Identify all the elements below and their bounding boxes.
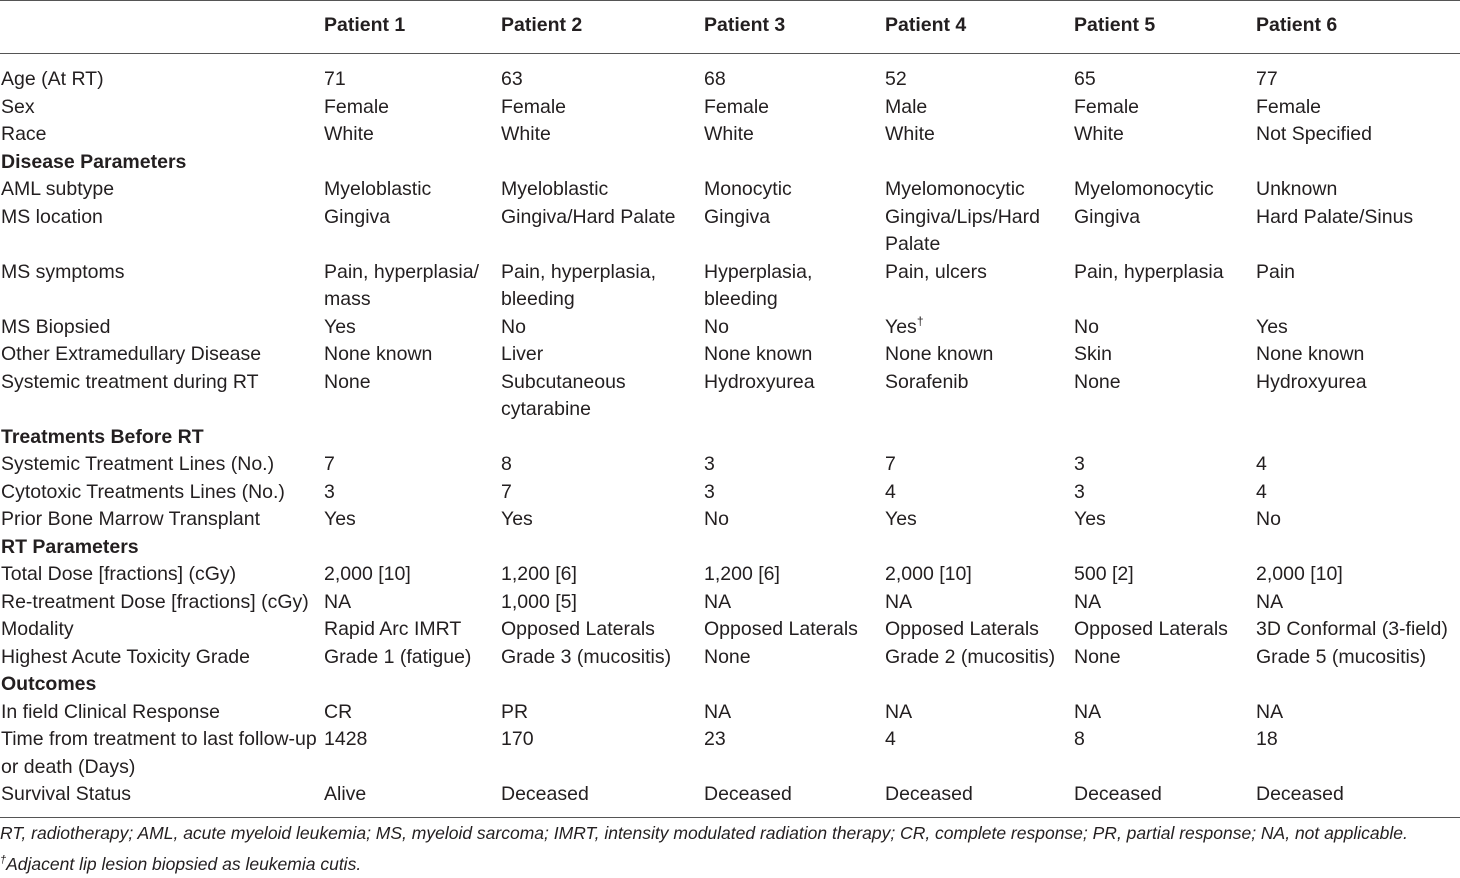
cell-value: 3: [704, 480, 715, 503]
table-cell-patient-2: [500, 699, 703, 727]
table-cell-patient-5: [1073, 121, 1255, 149]
row-label: Highest Acute Toxicity Grade: [1, 645, 250, 668]
cell-value: Alive: [324, 783, 367, 805]
row-label: Sex: [1, 95, 35, 118]
table-cell-patient-5: [1073, 94, 1255, 122]
header-cell-patient-6: Patient 6: [1255, 1, 1460, 54]
cell-value: Opposed Laterals: [1074, 618, 1228, 640]
cell-value: Deceased: [704, 783, 792, 805]
row-label: In field Clinical Response: [1, 700, 220, 723]
table-cell-patient-4: [884, 176, 1073, 204]
cell-value: None: [704, 645, 751, 668]
table-cell-patient-5: [1073, 644, 1255, 672]
table-cell-patient-3: [703, 699, 884, 727]
table-cell-patient-6: [1255, 644, 1460, 672]
cell-value: None known: [885, 343, 994, 365]
table-cell-patient-4: [884, 314, 1073, 342]
table-cell-patient-6: [1255, 341, 1460, 369]
table-cell-patient-3: [703, 479, 884, 507]
table-row: [0, 204, 1460, 259]
table-cell-patient-4: [884, 644, 1073, 672]
table-cell-patient-5: [1073, 699, 1255, 727]
header-row: [0, 1, 1460, 54]
dagger-marker: †: [916, 313, 924, 328]
cell-value: Myeloblastic: [324, 178, 432, 200]
cell-value: Rapid Arc IMRT: [324, 618, 462, 640]
row-label: Cytotoxic Treatments Lines (No.): [1, 480, 285, 503]
table-cell-patient-6: [1255, 54, 1460, 94]
cell-value: NA: [704, 700, 732, 723]
cell-value: Deceased: [1074, 783, 1162, 805]
table-row: [0, 726, 1460, 781]
table-row: [0, 54, 1460, 94]
cell-value: CR: [324, 700, 353, 723]
row-label: Age (At RT): [1, 68, 104, 90]
cell-value: White: [501, 123, 551, 145]
table-cell-patient-5: [1073, 506, 1255, 534]
cell-value: 2,000 [10]: [1256, 563, 1343, 585]
cell-value: Female: [704, 95, 770, 118]
row-label: AML subtype: [1, 178, 115, 200]
cell-value: 65: [1074, 68, 1096, 90]
table-cell-patient-1: [323, 369, 500, 424]
cell-value: Yes: [501, 508, 533, 530]
table-cell-patient-1: [323, 259, 500, 314]
cell-value: Hyperplasia, bleeding: [704, 260, 813, 310]
table-cell-patient-1: [323, 121, 500, 149]
table-cell-patient-2: [500, 94, 703, 122]
section-title: Outcomes: [1, 673, 97, 695]
cell-value: Hard Palate/Sinus: [1256, 205, 1414, 228]
table-cell-patient-5: [1073, 781, 1255, 817]
cell-value: Opposed Laterals: [501, 618, 655, 640]
cell-value: 4: [1256, 480, 1267, 503]
table-cell-patient-2: [500, 781, 703, 817]
cell-value: No: [704, 315, 729, 338]
table-cell-patient-4: [884, 781, 1073, 817]
table-cell-patient-2: [500, 616, 703, 644]
table-cell-patient-1: [323, 561, 500, 589]
cell-value: Female: [501, 95, 567, 118]
row-label: Race: [1, 123, 47, 145]
section-title: Treatments Before RT: [1, 425, 204, 448]
cell-value: 8: [1074, 728, 1085, 750]
cell-value: None: [1074, 370, 1121, 393]
table-row: [0, 341, 1460, 369]
cell-value: 3: [1074, 453, 1085, 475]
table-cell-patient-1: [323, 589, 500, 617]
table-cell-patient-4: [884, 616, 1073, 644]
table-cell-patient-2: [500, 589, 703, 617]
table-cell-patient-2: [500, 341, 703, 369]
cell-value: Deceased: [885, 783, 973, 805]
cell-value: Pain, hyperplasia, bleeding: [501, 260, 657, 310]
cell-value: No: [1074, 315, 1099, 338]
section-header-row: [0, 671, 1460, 699]
section-header-row: [0, 149, 1460, 177]
cell-value: 23: [704, 728, 726, 750]
table-cell-patient-3: [703, 176, 884, 204]
cell-value: Sorafenib: [885, 370, 969, 393]
cell-value: Myelomonocytic: [1074, 178, 1214, 200]
table-cell-patient-1: [323, 451, 500, 479]
table-row: [0, 616, 1460, 644]
cell-value: Yes: [1256, 315, 1288, 338]
table-row: [0, 314, 1460, 342]
table-cell-patient-1: [323, 176, 500, 204]
cell-value: 77: [1256, 68, 1278, 90]
cell-value: No: [501, 315, 526, 338]
table-cell-patient-3: [703, 726, 884, 781]
table-cell-patient-1: [323, 616, 500, 644]
cell-value: NA: [1256, 590, 1284, 613]
table-cell-patient-3: [703, 204, 884, 259]
table-cell-patient-4: [884, 479, 1073, 507]
table-row: [0, 589, 1460, 617]
table-cell-patient-4: [884, 259, 1073, 314]
cell-value: 52: [885, 68, 907, 90]
table-cell-patient-1: [323, 644, 500, 672]
table-cell-patient-4: [884, 726, 1073, 781]
row-label: Prior Bone Marrow Transplant: [1, 508, 261, 530]
dagger-symbol: †: [0, 854, 7, 866]
header-cell-patient-5: Patient 5: [1073, 1, 1255, 54]
section-title: Disease Parameters: [1, 150, 187, 173]
row-label: Systemic Treatment Lines (No.): [1, 453, 275, 475]
table-cell-patient-5: [1073, 259, 1255, 314]
table-cell-patient-1: [323, 204, 500, 259]
table-row: [0, 561, 1460, 589]
table-cell-patient-4: [884, 506, 1073, 534]
cell-value: NA: [885, 700, 913, 723]
cell-value: Gingiva: [704, 205, 771, 228]
cell-value: 2,000 [10]: [324, 563, 411, 585]
row-label: MS location: [1, 205, 103, 228]
section-header-row: [0, 424, 1460, 452]
cell-value: Female: [1256, 95, 1322, 118]
cell-value: 1,200 [6]: [704, 563, 780, 585]
cell-value: NA: [324, 590, 352, 613]
table-row: [0, 644, 1460, 672]
cell-value: Hydroxyurea: [704, 370, 815, 393]
row-label: Total Dose [fractions] (cGy): [1, 563, 237, 585]
row-label: Re-treatment Dose [fractions] (cGy): [1, 590, 309, 613]
cell-value: 68: [704, 68, 726, 90]
table-cell-patient-1: [323, 506, 500, 534]
table-cell-patient-6: [1255, 616, 1460, 644]
cell-value: No: [1256, 508, 1281, 530]
table-cell-patient-5: [1073, 341, 1255, 369]
table-cell-patient-3: [703, 506, 884, 534]
cell-value: Pain, hyperplasia/ mass: [324, 260, 480, 310]
table-cell-patient-5: [1073, 176, 1255, 204]
table-row: [0, 451, 1460, 479]
cell-value: 63: [501, 68, 523, 90]
cell-value: 1,200 [6]: [501, 563, 577, 585]
table-cell-patient-6: [1255, 94, 1460, 122]
cell-value: None: [324, 370, 371, 393]
header-cell-label: [0, 1, 323, 54]
row-label: Time from treatment to last follow-up or death (Days): [1, 728, 317, 778]
header-cell-patient-2: Patient 2: [500, 1, 703, 54]
table-cell-patient-3: [703, 451, 884, 479]
cell-value: 4: [1256, 453, 1267, 475]
table-row: [0, 781, 1460, 817]
cell-value: White: [704, 123, 754, 145]
table-row: [0, 369, 1460, 424]
cell-value: Hydroxyurea: [1256, 370, 1367, 393]
table-cell-patient-2: [500, 176, 703, 204]
cell-value: 4: [885, 480, 896, 503]
cell-value: 7: [501, 480, 512, 503]
table-cell-patient-4: [884, 121, 1073, 149]
table-row: [0, 121, 1460, 149]
table-cell-patient-3: [703, 644, 884, 672]
table-cell-patient-3: [703, 616, 884, 644]
table-cell-patient-4: [884, 54, 1073, 94]
cell-value: Yes: [885, 508, 917, 530]
cell-value: None known: [324, 343, 433, 365]
table-cell-patient-2: [500, 451, 703, 479]
table-cell-patient-2: [500, 506, 703, 534]
table-cell-patient-2: [500, 479, 703, 507]
cell-value: Grade 3 (mucositis): [501, 645, 672, 668]
table-cell-patient-2: [500, 644, 703, 672]
cell-value: Pain: [1256, 260, 1296, 283]
table-cell-patient-2: [500, 204, 703, 259]
cell-value: Grade 2 (mucositis): [885, 645, 1056, 668]
cell-value: Myelomonocytic: [885, 178, 1025, 200]
cell-value: NA: [1074, 700, 1102, 723]
cell-value: 170: [501, 728, 534, 750]
cell-value: 1428: [324, 728, 368, 750]
cell-value: Opposed Laterals: [704, 618, 858, 640]
cell-value: Gingiva/Hard Palate: [501, 205, 676, 228]
cell-value: No: [704, 508, 729, 530]
cell-value: White: [1074, 123, 1124, 145]
cell-value: 500 [2]: [1074, 563, 1134, 585]
table-row: [0, 259, 1460, 314]
table-cell-patient-6: [1255, 121, 1460, 149]
cell-value: Male: [885, 95, 928, 118]
cell-value: 2,000 [10]: [885, 563, 972, 585]
table-row: [0, 506, 1460, 534]
table-cell-patient-3: [703, 781, 884, 817]
table-cell-patient-4: [884, 451, 1073, 479]
table-cell-patient-1: [323, 726, 500, 781]
table-cell-patient-4: [884, 204, 1073, 259]
table-cell-patient-5: [1073, 451, 1255, 479]
header-cell-patient-3: Patient 3: [703, 1, 884, 54]
cell-value: NA: [704, 590, 732, 613]
cell-value: Opposed Laterals: [885, 618, 1039, 640]
table-cell-patient-3: [703, 121, 884, 149]
cell-value: 1,000 [5]: [501, 590, 577, 613]
table-cell-patient-5: [1073, 479, 1255, 507]
cell-value: Yes: [885, 315, 917, 338]
table-cell-patient-5: [1073, 561, 1255, 589]
cell-value: Not Specified: [1256, 123, 1372, 145]
cell-value: Pain, ulcers: [885, 260, 987, 283]
table-cell-patient-4: [884, 369, 1073, 424]
table-cell-patient-1: [323, 781, 500, 817]
cell-value: Unknown: [1256, 178, 1338, 200]
dagger-footnote-text: Adjacent lip lesion biopsied as leukemia cutis.: [6, 854, 362, 874]
table-cell-patient-5: [1073, 616, 1255, 644]
cell-value: NA: [1074, 590, 1102, 613]
cell-value: Yes: [324, 508, 356, 530]
cell-value: Deceased: [501, 783, 589, 805]
table-cell-patient-3: [703, 561, 884, 589]
cell-value: 18: [1256, 728, 1278, 750]
header-cell-patient-4: Patient 4: [884, 1, 1073, 54]
row-label: Survival Status: [1, 783, 132, 805]
table-cell-patient-3: [703, 259, 884, 314]
table-cell-patient-3: [703, 369, 884, 424]
cell-value: 7: [885, 453, 896, 475]
table-row: [0, 94, 1460, 122]
table-cell-patient-4: [884, 561, 1073, 589]
row-label: Modality: [1, 618, 74, 640]
cell-value: 3: [1074, 480, 1085, 503]
table-cell-patient-1: [323, 94, 500, 122]
table-cell-patient-6: [1255, 451, 1460, 479]
section-title: RT Parameters: [1, 535, 139, 558]
cell-value: White: [885, 123, 935, 145]
table-cell-patient-3: [703, 341, 884, 369]
table-cell-patient-6: [1255, 506, 1460, 534]
table-cell-patient-1: [323, 341, 500, 369]
cell-value: Liver: [501, 343, 544, 365]
table-cell-patient-6: [1255, 561, 1460, 589]
table-cell-patient-6: [1255, 314, 1460, 342]
table-body: [0, 54, 1460, 818]
table-cell-patient-6: [1255, 479, 1460, 507]
table-row: [0, 699, 1460, 727]
cell-value: NA: [885, 590, 913, 613]
table-cell-patient-6: [1255, 204, 1460, 259]
cell-value: Grade 1 (fatigue): [324, 645, 472, 668]
cell-value: Yes: [324, 315, 356, 338]
table-cell-patient-6: [1255, 699, 1460, 727]
cell-value: 4: [885, 728, 896, 750]
table-cell-patient-1: [323, 699, 500, 727]
section-header-row: [0, 534, 1460, 562]
cell-value: None known: [704, 343, 813, 365]
row-label: MS Biopsied: [1, 315, 111, 338]
table-cell-patient-6: [1255, 781, 1460, 817]
cell-value: 3D Conformal (3-field): [1256, 618, 1448, 640]
table-cell-patient-6: [1255, 726, 1460, 781]
table-footnotes: [0, 820, 1460, 878]
cell-value: Gingiva: [324, 205, 391, 228]
table-cell-patient-2: [500, 259, 703, 314]
dagger-footnote: [0, 847, 1460, 878]
cell-value: White: [324, 123, 374, 145]
table-cell-patient-6: [1255, 589, 1460, 617]
table-cell-patient-5: [1073, 369, 1255, 424]
cell-value: Female: [1074, 95, 1140, 118]
table-cell-patient-3: [703, 589, 884, 617]
table-cell-patient-6: [1255, 369, 1460, 424]
cell-value: None known: [1256, 343, 1365, 365]
cell-value: Yes: [1074, 508, 1106, 530]
table-cell-patient-4: [884, 94, 1073, 122]
table-cell-patient-5: [1073, 726, 1255, 781]
cell-value: Monocytic: [704, 178, 792, 200]
cell-value: Female: [324, 95, 390, 118]
cell-value: Grade 5 (mucositis): [1256, 645, 1427, 668]
cell-value: PR: [501, 700, 529, 723]
cell-value: Gingiva/Lips/Hard Palate: [885, 205, 1040, 255]
cell-value: Pain, hyperplasia: [1074, 260, 1224, 283]
table-cell-patient-2: [500, 314, 703, 342]
cell-value: Myeloblastic: [501, 178, 609, 200]
table-cell-patient-3: [703, 314, 884, 342]
table-cell-patient-3: [703, 94, 884, 122]
table-cell-patient-5: [1073, 204, 1255, 259]
cell-value: 7: [324, 453, 335, 475]
table-cell-patient-2: [500, 54, 703, 94]
table-cell-patient-6: [1255, 259, 1460, 314]
row-label: MS symptoms: [1, 260, 125, 283]
cell-value: 71: [324, 68, 346, 90]
row-label: Systemic treatment during RT: [1, 370, 259, 393]
table-cell-patient-1: [323, 314, 500, 342]
cell-value: Subcutaneous cytarabine: [501, 370, 626, 420]
table-cell-patient-5: [1073, 589, 1255, 617]
table-cell-patient-1: [323, 479, 500, 507]
abbreviations-footnote: RT, radiotherapy; AML, acute myeloid leukemia; MS, myeloid sarcoma; IMRT, intensity modulated radiation therapy; CR, complete response; PR, partial response; NA, not applicable.: [0, 823, 1408, 843]
cell-value: Skin: [1074, 343, 1112, 365]
table-cell-patient-2: [500, 726, 703, 781]
table-row: [0, 176, 1460, 204]
table-cell-patient-5: [1073, 314, 1255, 342]
table-cell-patient-5: [1073, 54, 1255, 94]
table-cell-patient-6: [1255, 176, 1460, 204]
cell-value: None: [1074, 645, 1121, 668]
cell-value: Deceased: [1256, 783, 1344, 805]
cell-value: 3: [704, 453, 715, 475]
table-cell-patient-1: [323, 54, 500, 94]
table-row: [0, 479, 1460, 507]
table-cell-patient-4: [884, 341, 1073, 369]
table-cell-patient-3: [703, 54, 884, 94]
table-cell-patient-4: [884, 589, 1073, 617]
table-cell-patient-2: [500, 561, 703, 589]
cell-value: Gingiva: [1074, 205, 1141, 228]
header-cell-patient-1: Patient 1: [323, 1, 500, 54]
table-cell-patient-4: [884, 699, 1073, 727]
table-cell-patient-2: [500, 121, 703, 149]
cell-value: 8: [501, 453, 512, 475]
cell-value: 3: [324, 480, 335, 503]
cell-value: NA: [1256, 700, 1284, 723]
row-label: Other Extramedullary Disease: [1, 343, 262, 365]
table-header: [0, 1, 1460, 54]
table-cell-patient-2: [500, 369, 703, 424]
